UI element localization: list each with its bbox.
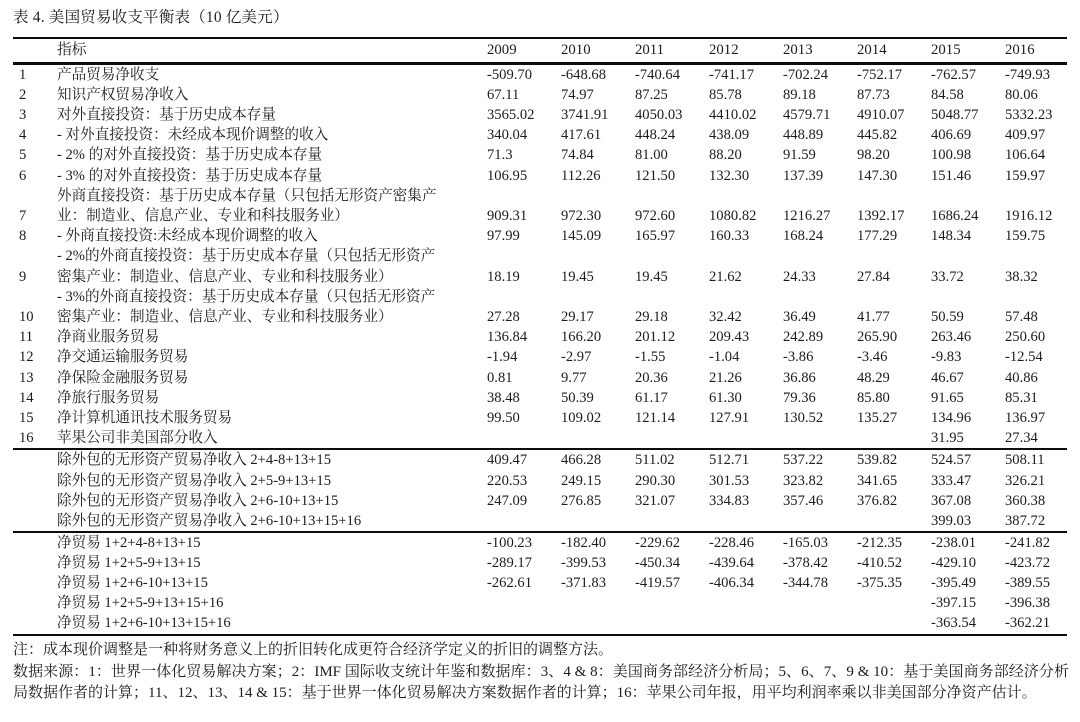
value-cell: 136.84 — [487, 329, 528, 346]
value-cell: -262.61 — [487, 575, 532, 592]
value-cell: 323.82 — [783, 472, 824, 489]
value-cell: -389.55 — [1005, 575, 1050, 592]
table-row — [13, 125, 1067, 145]
value-cell: -378.42 — [783, 554, 828, 571]
summary-label: 除外包的无形资产贸易净收入 2+5-9+13+15 — [57, 472, 331, 489]
footnotes — [13, 636, 1069, 704]
table-row — [13, 186, 1067, 226]
summary-label: 除外包的无形资产贸易净收入 2+6-10+13+15+16 — [57, 512, 362, 529]
value-cell: 19.45 — [635, 268, 668, 285]
value-cell: 537.22 — [783, 452, 824, 469]
indicator-line: 密集产业：制造业、信息产业、专业和科技服务业） — [57, 268, 393, 285]
table-row — [13, 368, 1067, 388]
value-cell: -363.54 — [931, 615, 976, 632]
value-cell: 136.97 — [1005, 409, 1046, 426]
value-cell: 177.29 — [857, 228, 898, 245]
indicator-line: 产品贸易净收支 — [57, 66, 160, 83]
value-cell: 89.18 — [783, 86, 816, 103]
summary-label: 除外包的无形资产贸易净收入 2+4-8+13+15 — [57, 452, 331, 469]
value-cell: 1216.27 — [783, 207, 831, 224]
value-cell: -9.83 — [931, 349, 962, 366]
value-cell: -395.49 — [931, 575, 976, 592]
value-cell: 61.17 — [635, 389, 668, 406]
row-number: 9 — [19, 268, 27, 285]
note-line: 注：成本现价调整是一种将财务意义上的折旧转化成更符合经济学定义的折旧的调整方法。 — [13, 642, 614, 659]
row-number: 10 — [19, 308, 34, 325]
row-number: 4 — [19, 127, 27, 144]
net-trade-row — [13, 613, 1067, 633]
value-cell: 97.99 — [487, 228, 520, 245]
value-cell: 448.89 — [783, 127, 824, 144]
header-year: 2011 — [635, 42, 665, 58]
indicator-line: 业：制造业、信息产业、专业和科技服务业） — [57, 207, 349, 224]
value-cell: 91.59 — [783, 147, 816, 164]
value-cell: -3.46 — [857, 349, 888, 366]
value-cell: 247.09 — [487, 492, 528, 509]
indicator-line: 净商业服务贸易 — [57, 329, 160, 346]
value-cell: 406.69 — [931, 127, 972, 144]
value-cell: 159.75 — [1005, 228, 1046, 245]
value-cell: 524.57 — [931, 452, 972, 469]
value-cell: 48.29 — [857, 369, 890, 386]
value-cell: 27.34 — [1005, 430, 1038, 447]
value-cell: 80.06 — [1005, 86, 1038, 103]
table-row — [13, 105, 1067, 125]
header-year: 2009 — [487, 42, 517, 58]
table-row — [13, 65, 1067, 85]
net-trade-row — [13, 553, 1067, 573]
value-cell: 376.82 — [857, 492, 898, 509]
value-cell: 5332.23 — [1005, 106, 1053, 123]
header-year: 2016 — [1005, 42, 1035, 58]
row-indicator-label — [57, 186, 487, 226]
summary-label: 净贸易 1+2+6-10+13+15 — [57, 575, 208, 592]
value-cell: 151.46 — [931, 167, 972, 184]
indicator-line: - 2%的外商直接投资：基于历史成本存量（只包括无形资产 — [57, 248, 436, 265]
value-cell: 31.95 — [931, 430, 964, 447]
indicator-line: 外商直接投资：基于历史成本存量（只包括无形资产密集产 — [57, 187, 437, 204]
value-cell: 409.97 — [1005, 127, 1046, 144]
table-row — [13, 287, 1067, 327]
value-cell: -375.35 — [857, 575, 902, 592]
value-cell: 201.12 — [635, 329, 676, 346]
value-cell: 87.73 — [857, 86, 890, 103]
table-row — [13, 246, 1067, 286]
table-row — [13, 145, 1067, 165]
value-cell: 85.80 — [857, 389, 890, 406]
value-cell: 57.48 — [1005, 308, 1038, 325]
indicator-line: 净交通运输服务贸易 — [57, 349, 189, 366]
row-indicator-label — [57, 65, 487, 85]
value-cell: 399.03 — [931, 512, 972, 529]
value-cell: 1916.12 — [1005, 207, 1053, 224]
row-indicator-label — [57, 226, 487, 246]
table-header-row — [13, 39, 1067, 62]
value-cell: -2.97 — [561, 349, 592, 366]
row-number: 13 — [19, 369, 34, 386]
value-cell: 333.47 — [931, 472, 972, 489]
value-cell: 36.86 — [783, 369, 816, 386]
value-cell: -752.17 — [857, 66, 902, 83]
value-cell: 85.31 — [1005, 389, 1038, 406]
value-cell: 4410.02 — [709, 106, 757, 123]
indicator-line: 知识产权贸易净收入 — [57, 86, 189, 103]
row-indicator-label — [57, 287, 487, 327]
table-title: 表 4. 美国贸易收支平衡表（10 亿美元） — [13, 9, 289, 26]
indicator-line: 对外直接投资：基于历史成本存量 — [57, 106, 276, 123]
row-indicator-label — [57, 428, 487, 448]
value-cell: 249.15 — [561, 472, 602, 489]
summary-row — [13, 511, 1067, 531]
value-cell: 165.97 — [635, 228, 676, 245]
value-cell: -371.83 — [561, 575, 606, 592]
value-cell: 36.49 — [783, 308, 816, 325]
table-row — [13, 408, 1067, 428]
value-cell: 326.21 — [1005, 472, 1046, 489]
value-cell: 220.53 — [487, 472, 528, 489]
value-cell: 91.65 — [931, 389, 964, 406]
row-indicator-label — [57, 327, 487, 347]
table-row — [13, 226, 1067, 246]
value-cell: -741.17 — [709, 66, 754, 83]
indicator-line: 净旅行服务贸易 — [57, 389, 160, 406]
value-cell: 250.60 — [1005, 329, 1046, 346]
value-cell: -228.46 — [709, 534, 754, 551]
table-row — [13, 327, 1067, 347]
row-number: 8 — [19, 228, 27, 245]
table-row — [13, 388, 1067, 408]
value-cell: 972.60 — [635, 207, 676, 224]
value-cell: 159.97 — [1005, 167, 1046, 184]
value-cell: 4579.71 — [783, 106, 831, 123]
value-cell: 19.45 — [561, 268, 594, 285]
header-year: 2013 — [783, 42, 813, 58]
value-cell: -429.10 — [931, 554, 976, 571]
value-cell: 1686.24 — [931, 207, 979, 224]
value-cell: 38.48 — [487, 389, 520, 406]
value-cell: -410.52 — [857, 554, 902, 571]
value-cell: 121.50 — [635, 167, 676, 184]
value-cell: 32.42 — [709, 308, 742, 325]
row-number: 11 — [19, 329, 34, 346]
value-cell: 341.65 — [857, 472, 898, 489]
value-cell: 29.17 — [561, 308, 594, 325]
value-cell: 109.02 — [561, 409, 602, 426]
header-indicator: 指标 — [57, 42, 87, 58]
net-trade-row — [13, 533, 1067, 553]
summary-row — [13, 471, 1067, 491]
value-cell: 290.30 — [635, 472, 676, 489]
value-cell: 127.91 — [709, 409, 750, 426]
value-cell: 3741.91 — [561, 106, 609, 123]
value-cell: 409.47 — [487, 452, 528, 469]
value-cell: 84.58 — [931, 86, 964, 103]
value-cell: 5048.77 — [931, 106, 979, 123]
value-cell: 21.26 — [709, 369, 742, 386]
row-number: 3 — [19, 106, 27, 123]
value-cell: -702.24 — [783, 66, 828, 83]
value-cell: 50.59 — [931, 308, 964, 325]
indicator-line: 净保险金融服务贸易 — [57, 369, 189, 386]
value-cell: -1.04 — [709, 349, 740, 366]
value-cell: 87.25 — [635, 86, 668, 103]
row-indicator-label — [57, 368, 487, 388]
row-indicator-label — [57, 166, 487, 186]
value-cell: 121.14 — [635, 409, 676, 426]
value-cell: 74.97 — [561, 86, 594, 103]
value-cell: 81.00 — [635, 147, 668, 164]
summary-row — [13, 491, 1067, 511]
value-cell: 4050.03 — [635, 106, 683, 123]
value-cell: -1.94 — [487, 349, 518, 366]
indicator-line: 密集产业：制造业、信息产业、专业和科技服务业） — [57, 308, 393, 325]
value-cell: 79.36 — [783, 389, 816, 406]
value-cell: -399.53 — [561, 554, 606, 571]
value-cell: 445.82 — [857, 127, 898, 144]
value-cell: 24.33 — [783, 268, 816, 285]
value-cell: 85.78 — [709, 86, 742, 103]
value-cell: 27.84 — [857, 268, 890, 285]
value-cell: 112.26 — [561, 167, 601, 184]
net-trade-row — [13, 573, 1067, 593]
value-cell: -229.62 — [635, 534, 680, 551]
value-cell: -406.34 — [709, 575, 754, 592]
row-indicator-label — [57, 85, 487, 105]
summary-excluding-outsourcing — [13, 450, 1067, 531]
value-cell: -289.17 — [487, 554, 532, 571]
value-cell: 50.39 — [561, 389, 594, 406]
table-body — [13, 65, 1067, 449]
value-cell: 301.53 — [709, 472, 750, 489]
value-cell: -238.01 — [931, 534, 976, 551]
value-cell: 466.28 — [561, 452, 602, 469]
summary-label: 净贸易 1+2+5-9+13+15 — [57, 554, 201, 571]
value-cell: 909.31 — [487, 207, 528, 224]
summary-row — [13, 450, 1067, 470]
summary-label: 净贸易 1+2+4-8+13+15 — [57, 534, 201, 551]
header-year: 2012 — [709, 42, 739, 58]
value-cell: 276.85 — [561, 492, 602, 509]
value-cell: 99.50 — [487, 409, 520, 426]
row-indicator-label — [57, 125, 487, 145]
value-cell: 387.72 — [1005, 512, 1046, 529]
value-cell: -762.57 — [931, 66, 976, 83]
value-cell: 340.04 — [487, 127, 528, 144]
value-cell: 38.32 — [1005, 268, 1038, 285]
value-cell: 168.24 — [783, 228, 824, 245]
row-number: 6 — [19, 167, 27, 184]
value-cell: 539.82 — [857, 452, 898, 469]
value-cell: 508.11 — [1005, 452, 1045, 469]
row-number: 15 — [19, 409, 34, 426]
row-indicator-label — [57, 145, 487, 165]
value-cell: -1.55 — [635, 349, 666, 366]
value-cell: 166.20 — [561, 329, 602, 346]
value-cell: -749.93 — [1005, 66, 1050, 83]
summary-label: 净贸易 1+2+5-9+13+15+16 — [57, 595, 224, 612]
value-cell: 147.30 — [857, 167, 898, 184]
row-number: 14 — [19, 389, 34, 406]
value-cell: 145.09 — [561, 228, 602, 245]
value-cell: -165.03 — [783, 534, 828, 551]
indicator-line: 净计算机通讯技术服务贸易 — [57, 409, 233, 426]
table-row — [13, 347, 1067, 367]
value-cell: 4910.07 — [857, 106, 905, 123]
value-cell: -182.40 — [561, 534, 606, 551]
value-cell: 33.72 — [931, 268, 964, 285]
value-cell: -100.23 — [487, 534, 532, 551]
value-cell: 512.71 — [709, 452, 750, 469]
source-line: 数据来源：1：世界一体化贸易解决方案；2：IMF 国际收支统计年鉴和数据库：3、4 & 8：美国商务部经济分析局；5、6、7、9 & 10：基于美国商务部经济分析局数据作者的计算；11、12、13、14 & 15：基于世界一体化贸易解决方案数据作者的计算；16：苹果公司年报，用平均利润率乘以非美国部分净资产估计。 — [13, 663, 1069, 701]
value-cell: -450.34 — [635, 554, 680, 571]
value-cell: 46.67 — [931, 369, 964, 386]
value-cell: 448.24 — [635, 127, 676, 144]
value-cell: 265.90 — [857, 329, 898, 346]
value-cell: 321.07 — [635, 492, 676, 509]
row-number: 12 — [19, 349, 34, 366]
trade-balance-table — [13, 37, 1067, 636]
value-cell: 148.34 — [931, 228, 972, 245]
value-cell: 0.81 — [487, 369, 513, 386]
value-cell: 1392.17 — [857, 207, 905, 224]
value-cell: -740.64 — [635, 66, 680, 83]
value-cell: -12.54 — [1005, 349, 1043, 366]
value-cell: -648.68 — [561, 66, 606, 83]
header-year: 2010 — [561, 42, 591, 58]
value-cell: 106.95 — [487, 167, 528, 184]
row-indicator-label — [57, 105, 487, 125]
table-row — [13, 85, 1067, 105]
value-cell: 160.33 — [709, 228, 750, 245]
value-cell: 67.11 — [487, 86, 520, 103]
value-cell: 511.02 — [635, 452, 675, 469]
header-year: 2015 — [931, 42, 961, 58]
row-number: 7 — [19, 207, 27, 224]
row-number: 16 — [19, 430, 34, 447]
value-cell: 20.36 — [635, 369, 668, 386]
row-indicator-label — [57, 408, 487, 428]
value-cell: 334.83 — [709, 492, 750, 509]
table-row — [13, 166, 1067, 186]
value-cell: 209.43 — [709, 329, 750, 346]
value-cell: 242.89 — [783, 329, 824, 346]
value-cell: 9.77 — [561, 369, 587, 386]
row-indicator-label — [57, 246, 487, 286]
row-indicator-label — [57, 388, 487, 408]
indicator-line: - 3%的外商直接投资：基于历史成本存量（只包括无形资产 — [57, 288, 436, 305]
summary-label: 除外包的无形资产贸易净收入 2+6-10+13+15 — [57, 492, 339, 509]
value-cell: 360.38 — [1005, 492, 1046, 509]
value-cell: 41.77 — [857, 308, 890, 325]
value-cell: 40.86 — [1005, 369, 1038, 386]
summary-net-trade — [13, 533, 1067, 634]
value-cell: 88.20 — [709, 147, 742, 164]
value-cell: -397.15 — [931, 595, 976, 612]
value-cell: 106.64 — [1005, 147, 1046, 164]
value-cell: 263.46 — [931, 329, 972, 346]
value-cell: -419.57 — [635, 575, 680, 592]
summary-label: 净贸易 1+2+6-10+13+15+16 — [57, 615, 231, 632]
value-cell: 61.30 — [709, 389, 742, 406]
value-cell: 972.30 — [561, 207, 602, 224]
value-cell: 357.46 — [783, 492, 824, 509]
value-cell: 3565.02 — [487, 106, 535, 123]
value-cell: 438.09 — [709, 127, 750, 144]
value-cell: -3.86 — [783, 349, 814, 366]
value-cell: 130.52 — [783, 409, 824, 426]
value-cell: 27.28 — [487, 308, 520, 325]
value-cell: -423.72 — [1005, 554, 1050, 571]
table-row — [13, 428, 1067, 448]
value-cell: 132.30 — [709, 167, 750, 184]
row-number: 1 — [19, 66, 27, 83]
indicator-line: - 对外直接投资：未经成本现价调整的收入 — [57, 127, 329, 144]
value-cell: -362.21 — [1005, 615, 1050, 632]
indicator-line: - 外商直接投资:未经成本现价调整的收入 — [57, 228, 318, 245]
indicator-line: - 2% 的对外直接投资：基于历史成本存量 — [57, 147, 323, 164]
net-trade-row — [13, 593, 1067, 613]
value-cell: -439.64 — [709, 554, 754, 571]
value-cell: 417.61 — [561, 127, 602, 144]
value-cell: 134.96 — [931, 409, 972, 426]
value-cell: 21.62 — [709, 268, 742, 285]
value-cell: 29.18 — [635, 308, 668, 325]
value-cell: 18.19 — [487, 268, 520, 285]
value-cell: -241.82 — [1005, 534, 1050, 551]
value-cell: 100.98 — [931, 147, 972, 164]
value-cell: 98.20 — [857, 147, 890, 164]
value-cell: -212.35 — [857, 534, 902, 551]
indicator-line: - 3% 的对外直接投资：基于历史成本存量 — [57, 167, 323, 184]
indicator-line: 苹果公司非美国部分收入 — [57, 430, 218, 447]
value-cell: 137.39 — [783, 167, 824, 184]
value-cell: 367.08 — [931, 492, 972, 509]
value-cell: -509.70 — [487, 66, 532, 83]
row-number: 5 — [19, 147, 27, 164]
row-number: 2 — [19, 86, 27, 103]
value-cell: -344.78 — [783, 575, 828, 592]
header-year: 2014 — [857, 42, 887, 58]
value-cell: 1080.82 — [709, 207, 757, 224]
row-indicator-label — [57, 347, 487, 367]
value-cell: -396.38 — [1005, 595, 1050, 612]
value-cell: 74.84 — [561, 147, 594, 164]
value-cell: 135.27 — [857, 409, 898, 426]
value-cell: 71.3 — [487, 147, 513, 164]
